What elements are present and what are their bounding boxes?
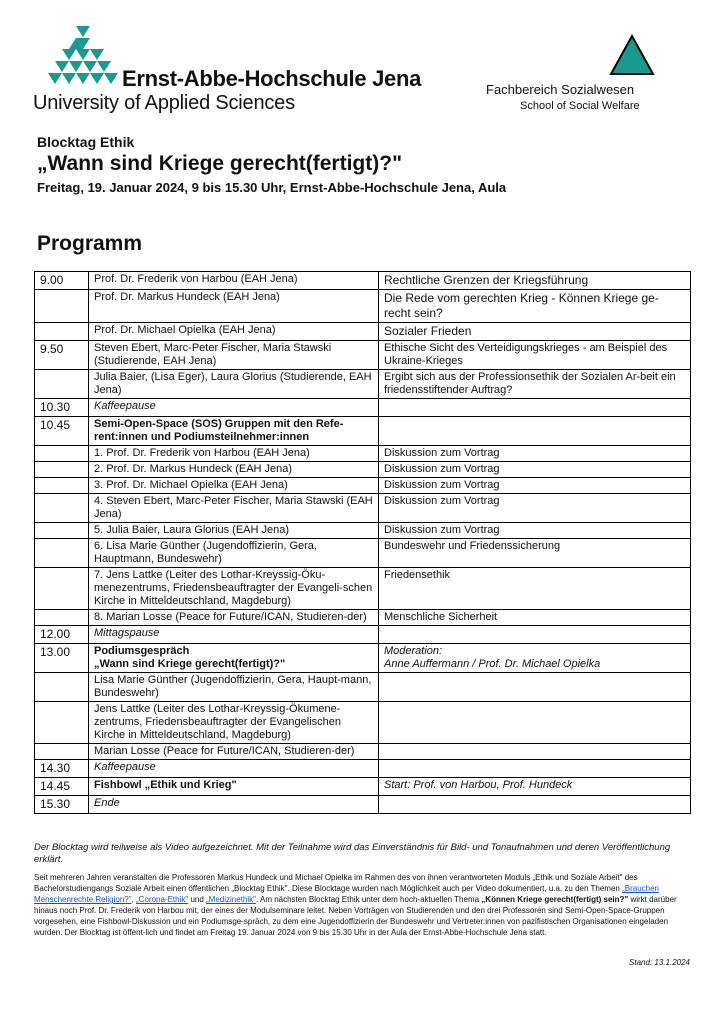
table-row bbox=[35, 796, 691, 814]
table-row bbox=[35, 744, 691, 760]
time-cell bbox=[35, 290, 89, 323]
paragraph-text: wirkt darüber hinaus noch Prof. Dr. Frederik von Harbou mit, der eines der Modulseminare leitet. Neben Vorträgen von Studierenden und den drei Professoren sind Semi-Open-Space-Gruppen vorgesehen, eine Fishbowl-Diskussion und ein Podiumsge-spräch, zu dem eine Jugendoffizierin der Bundeswehr und Vertreter:innen von pazifistischen Organisationen eingeladen wurden. Der Blocktag ist öffent-lich und findet am Freitag 19. Januar 2024 von 9 bis 15.30 Uhr in der Aula der Ernst-Abbe-Hochschule Jena statt. bbox=[34, 895, 677, 937]
topic-cell: Diskussion zum Vortrag bbox=[379, 523, 691, 539]
table-row bbox=[35, 778, 691, 796]
time-cell: 10.30 bbox=[35, 399, 89, 417]
topic-cell: Rechtliche Grenzen der Kriegsführung bbox=[379, 272, 691, 290]
paragraph-text: . Am nächsten Blocktag Ethik unter dem hoch-aktuellen Thema bbox=[255, 895, 482, 904]
table-row bbox=[35, 462, 691, 478]
break-cell: Kaffeepause bbox=[89, 399, 379, 417]
topic-cell bbox=[379, 399, 691, 417]
time-cell: 14.45 bbox=[35, 778, 89, 796]
speaker-cell: 2. Prof. Dr. Markus Hundeck (EAH Jena) bbox=[89, 462, 379, 478]
department-triangle-icon bbox=[609, 34, 655, 76]
table-row bbox=[35, 523, 691, 539]
speaker-cell: 5. Julia Baier, Laura Glorius (EAH Jena) bbox=[89, 523, 379, 539]
event-dateline: Freitag, 19. Januar 2024, 9 bis 15.30 Uhr, Ernst-Abbe-Hochschule Jena, Aula bbox=[37, 180, 507, 195]
time-cell bbox=[35, 539, 89, 568]
description-paragraph bbox=[34, 872, 694, 938]
time-cell bbox=[35, 462, 89, 478]
topic-cell: Ethische Sicht des Verteidigungskrieges - am Beispiel des Ukraine-Krieges bbox=[379, 341, 691, 370]
panel-label: Podiumsgespräch bbox=[94, 645, 190, 657]
table-row bbox=[35, 341, 691, 370]
speaker-cell: 1. Prof. Dr. Frederik von Harbou (EAH Jena) bbox=[89, 446, 379, 462]
moderation-label: Moderation: bbox=[384, 645, 443, 657]
department-name: Fachbereich Sozialwesen bbox=[486, 82, 635, 97]
topic-cell bbox=[379, 744, 691, 760]
topic-cell: Ergibt sich aus der Professionsethik der Sozialen Ar-beit ein friedensstiftender Auftrag? bbox=[379, 370, 691, 399]
table-row bbox=[35, 539, 691, 568]
time-cell bbox=[35, 370, 89, 399]
eah-logo-icon bbox=[33, 26, 133, 88]
time-cell bbox=[35, 702, 89, 744]
table-row bbox=[35, 446, 691, 462]
topic-cell: Bundeswehr und Friedenssicherung bbox=[379, 539, 691, 568]
topic-cell: Diskussion zum Vortrag bbox=[379, 494, 691, 523]
paragraph-text: , bbox=[131, 895, 137, 904]
topic-cell bbox=[379, 644, 691, 673]
school-subtitle: University of Applied Sciences bbox=[33, 92, 295, 114]
stand-date: Stand: 13.1.2024 bbox=[629, 958, 690, 967]
time-cell: 9.00 bbox=[35, 272, 89, 290]
event-title: „Wann sind Kriege gerecht(fertigt)?" bbox=[37, 152, 403, 175]
topic-cell: Diskussion zum Vortrag bbox=[379, 462, 691, 478]
speaker-cell: 3. Prof. Dr. Michael Opielka (EAH Jena) bbox=[89, 478, 379, 494]
time-cell: 10.45 bbox=[35, 417, 89, 446]
speaker-cell: 8. Marian Losse (Peace for Future/ICAN, Studieren-der) bbox=[89, 610, 379, 626]
program-heading: Programm bbox=[37, 232, 143, 255]
speaker-cell: Prof. Dr. Markus Hundeck (EAH Jena) bbox=[89, 290, 379, 323]
topic-cell bbox=[379, 796, 691, 814]
table-row bbox=[35, 610, 691, 626]
table-row bbox=[35, 323, 691, 341]
speaker-cell: Prof. Dr. Michael Opielka (EAH Jena) bbox=[89, 323, 379, 341]
panel-title: „Wann sind Kriege gerecht(fertigt)?" bbox=[94, 658, 286, 670]
topic-cell: Sozialer Frieden bbox=[379, 323, 691, 341]
table-row bbox=[35, 626, 691, 644]
speaker-cell: Julia Baier, (Lisa Eger), Laura Glorius (Studierende, EAH Jena) bbox=[89, 370, 379, 399]
speaker-cell: 4. Steven Ebert, Marc-Peter Fischer, Maria Stawski (EAH Jena) bbox=[89, 494, 379, 523]
speaker-cell: Fishbowl „Ethik und Krieg" bbox=[89, 778, 379, 796]
department-subtitle: School of Social Welfare bbox=[520, 100, 640, 112]
topic-cell bbox=[379, 417, 691, 446]
topic-cell: Diskussion zum Vortrag bbox=[379, 478, 691, 494]
table-row bbox=[35, 370, 691, 399]
break-cell: Kaffeepause bbox=[89, 760, 379, 778]
time-cell bbox=[35, 673, 89, 702]
table-row bbox=[35, 673, 691, 702]
speaker-cell: 6. Lisa Marie Günther (Jugendoffizierin, Gera, Hauptmann, Bundeswehr) bbox=[89, 539, 379, 568]
table-row bbox=[35, 478, 691, 494]
table-row bbox=[35, 290, 691, 323]
time-cell bbox=[35, 568, 89, 610]
break-cell: Mittagspause bbox=[89, 626, 379, 644]
speaker-cell bbox=[89, 644, 379, 673]
link-menschenrechte[interactable]: „Brauchen Menschenrechte Religion?" bbox=[34, 884, 660, 904]
table-row bbox=[35, 399, 691, 417]
time-cell: 9.50 bbox=[35, 341, 89, 370]
speaker-cell: Jens Lattke (Leiter des Lothar-Kreyssig-Ökumene-zentrums, Friedensbeauftragter der Evangelischen Kirche in Mitteldeutschland, Magdeburg) bbox=[89, 702, 379, 744]
time-cell bbox=[35, 446, 89, 462]
time-cell bbox=[35, 323, 89, 341]
table-row bbox=[35, 417, 691, 446]
school-name: Ernst-Abbe-Hochschule Jena bbox=[122, 66, 422, 91]
table-row bbox=[35, 494, 691, 523]
time-cell bbox=[35, 523, 89, 539]
topic-cell: Die Rede vom gerechten Krieg - Können Kriege ge-recht sein? bbox=[379, 290, 691, 323]
table-row bbox=[35, 760, 691, 778]
table-row bbox=[35, 568, 691, 610]
speaker-cell: Lisa Marie Günther (Jugendoffizierin, Gera, Haupt-mann, Bundeswehr) bbox=[89, 673, 379, 702]
table-row bbox=[35, 644, 691, 673]
topic-cell bbox=[379, 626, 691, 644]
time-cell bbox=[35, 494, 89, 523]
paragraph-bold-topic: „Können Kriege gerecht(fertigt) sein?" bbox=[481, 895, 629, 904]
topic-cell bbox=[379, 673, 691, 702]
table-row bbox=[35, 272, 691, 290]
paragraph-text: und bbox=[188, 895, 207, 904]
topic-cell: Start: Prof. von Harbou, Prof. Hundeck bbox=[379, 778, 691, 796]
topic-cell bbox=[379, 702, 691, 744]
topic-cell: Diskussion zum Vortrag bbox=[379, 446, 691, 462]
link-corona-ethik[interactable]: „Corona-Ethik" bbox=[136, 895, 189, 904]
end-cell: Ende bbox=[89, 796, 379, 814]
table-row bbox=[35, 702, 691, 744]
time-cell bbox=[35, 610, 89, 626]
speaker-cell: Semi-Open-Space (SOS) Gruppen mit den Refe-rent:innen und Podiumsteilnehmer:innen bbox=[89, 417, 379, 446]
moderators: Anne Auffermann / Prof. Dr. Michael Opielka bbox=[384, 658, 601, 670]
speaker-cell: Steven Ebert, Marc-Peter Fischer, Maria Stawski (Studierende, EAH Jena) bbox=[89, 341, 379, 370]
time-cell: 15.30 bbox=[35, 796, 89, 814]
time-cell bbox=[35, 478, 89, 494]
link-medizinethik[interactable]: „Medizinethik" bbox=[206, 895, 256, 904]
speaker-cell: 7. Jens Lattke (Leiter des Lothar-Kreyssig-Öku-menezentrums, Friedensbeauftragter der Evangeli-schen Kirche in Mitteldeutschland, Magdeburg) bbox=[89, 568, 379, 610]
paragraph-text: Seit mehreren Jahren veranstalten die Professoren Markus Hundeck und Michael Opielka im Rahmen des von ihnen verantworteten Moduls „Ethik und Soziale Arbeit" des Bachelorstudiengangs Soziale Arbeit einen öffentlichen „Blocktag Ethik". Diese Blocktage wurden nach Möglichkeit auch per Video dokumentiert, u.a. zu den Themen bbox=[34, 873, 638, 893]
program-table bbox=[34, 271, 691, 814]
time-cell: 12.00 bbox=[35, 626, 89, 644]
topic-cell: Menschliche Sicherheit bbox=[379, 610, 691, 626]
time-cell bbox=[35, 744, 89, 760]
recording-note: Der Blocktag wird teilweise als Video aufgezeichnet. Mit der Teilnahme wird das Einverständnis für Bild- und Tonaufnahmen und deren Veröffentlichung erklärt. bbox=[34, 842, 671, 865]
speaker-cell: Prof. Dr. Frederik von Harbou (EAH Jena) bbox=[89, 272, 379, 290]
topic-cell bbox=[379, 760, 691, 778]
time-cell: 14.30 bbox=[35, 760, 89, 778]
speaker-cell: Marian Losse (Peace for Future/ICAN, Studieren-der) bbox=[89, 744, 379, 760]
event-kicker: Blocktag Ethik bbox=[37, 134, 135, 150]
time-cell: 13.00 bbox=[35, 644, 89, 673]
topic-cell: Friedensethik bbox=[379, 568, 691, 610]
